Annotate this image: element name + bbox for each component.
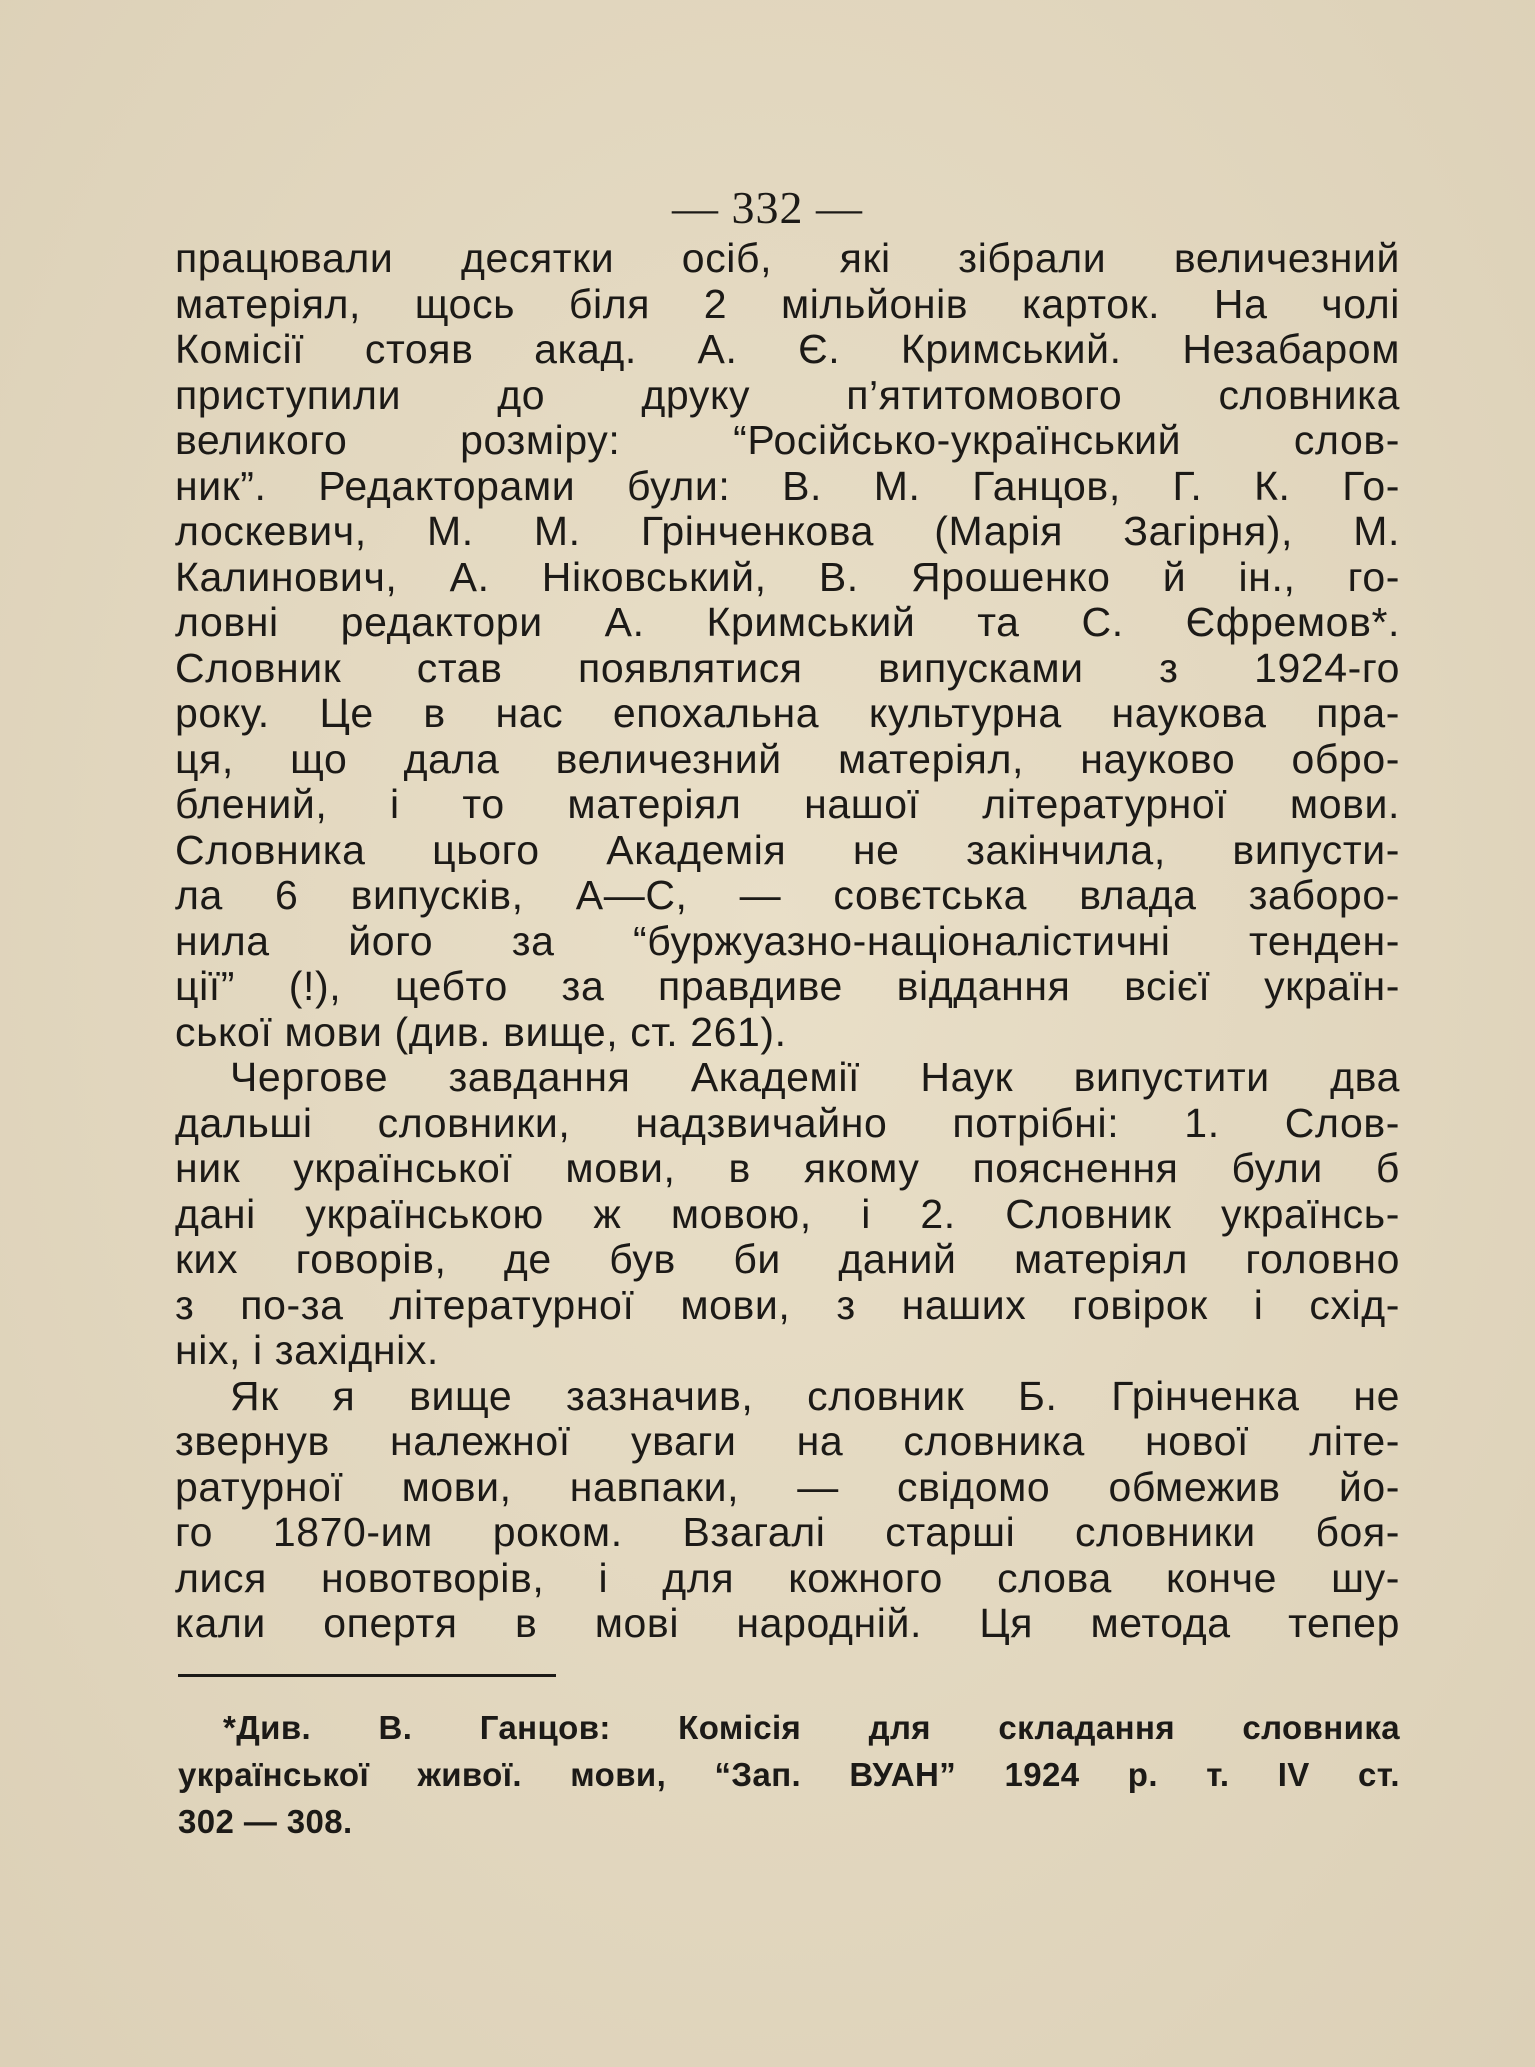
footnote <box>178 1704 1400 1845</box>
text-line: з по-за літературної мови, з наших говірок і схід- <box>175 1281 1400 1328</box>
text-line: Чергове завдання Академії Наук випустити два <box>230 1054 1400 1100</box>
text-line: Комісії стояв акад. А. Є. Кримський. Незабаром <box>175 326 1400 372</box>
text-line: ської мови (див. вище, ст. 261). <box>175 1008 787 1055</box>
footnote-line: *Див. В. Ганцов: Комісія для складання словника <box>223 1709 1400 1746</box>
text-line: матеріял, щось біля 2 мільйонів карток. На чолі <box>175 280 1400 327</box>
text-line: року. Це в нас епохальна культурна наукова пра- <box>175 690 1400 736</box>
text-line: ловні редактори А. Кримський та С. Єфремов*. <box>175 599 1400 645</box>
text-line: нила його за “буржуазно-націоналістичні тенден- <box>175 917 1400 964</box>
text-line: Словник став появлятися випусками з 1924-го <box>175 644 1400 691</box>
text-line: Калинович, А. Ніковський, В. Ярошенко й ін., го- <box>175 553 1400 600</box>
text-line: го 1870-им роком. Взагалі старші словники боя- <box>175 1509 1400 1555</box>
text-line: дальші словники, надзвичайно потрібні: 1. Слов- <box>175 1099 1400 1146</box>
footnote-line: 302 — 308. <box>178 1803 353 1840</box>
text-line: ких говорів, де був би даний матеріял головно <box>175 1236 1400 1282</box>
text-line: лоскевич, М. М. Грінченкова (Марія Загірня), М. <box>175 508 1400 554</box>
text-line: приступили до друку п’ятитомового словника <box>175 371 1400 418</box>
text-line: ніх, і західніх. <box>175 1327 439 1373</box>
text-line: Словника цього Академія не закінчила, випусти- <box>175 826 1400 873</box>
page-number: — 332 — <box>672 182 863 233</box>
text-line: ла 6 випусків, А—С, — совєтська влада заборо- <box>175 872 1400 918</box>
text-line: дані українською ж мовою, і 2. Словник українсь- <box>175 1190 1400 1237</box>
text-line: блений, і то матеріял нашої літературної мови. <box>175 781 1400 827</box>
text-line: ції” (!), цебто за правдиве віддання всієї україн- <box>175 963 1400 1009</box>
text-line: ник”. Редакторами були: В. М. Ганцов, Г. К. Го- <box>175 462 1400 509</box>
text-line: ник української мови, в якому пояснення були б <box>175 1145 1400 1191</box>
paragraph-1 <box>175 236 1400 1055</box>
text-line: Як я вище зазначив, словник Б. Грінченка не <box>230 1372 1400 1419</box>
paragraph-2 <box>175 1055 1400 1374</box>
footnote-line: української живої. мови, “Зап. ВУАН” 1924 р. т. IV ст. <box>178 1756 1400 1793</box>
text-line: кали опертя в мові народній. Ця метода тепер <box>175 1600 1400 1646</box>
footnote-separator-rule <box>178 1674 556 1677</box>
text-line: великого розміру: “Російсько-український слов- <box>175 417 1400 463</box>
body-text <box>175 236 1400 1647</box>
text-line: ратурної мови, навпаки, — свідомо обмежив йо- <box>175 1463 1400 1510</box>
paragraph-3 <box>175 1374 1400 1647</box>
text-line: працювали десятки осіб, які зібрали величезний <box>175 235 1400 281</box>
text-line: звернув належної уваги на словника нової літе- <box>175 1418 1400 1464</box>
text-line: лися новотворів, і для кожного слова конче шу- <box>175 1554 1400 1601</box>
text-line: ця, що дала величезний матеріял, науково обро- <box>175 735 1400 782</box>
